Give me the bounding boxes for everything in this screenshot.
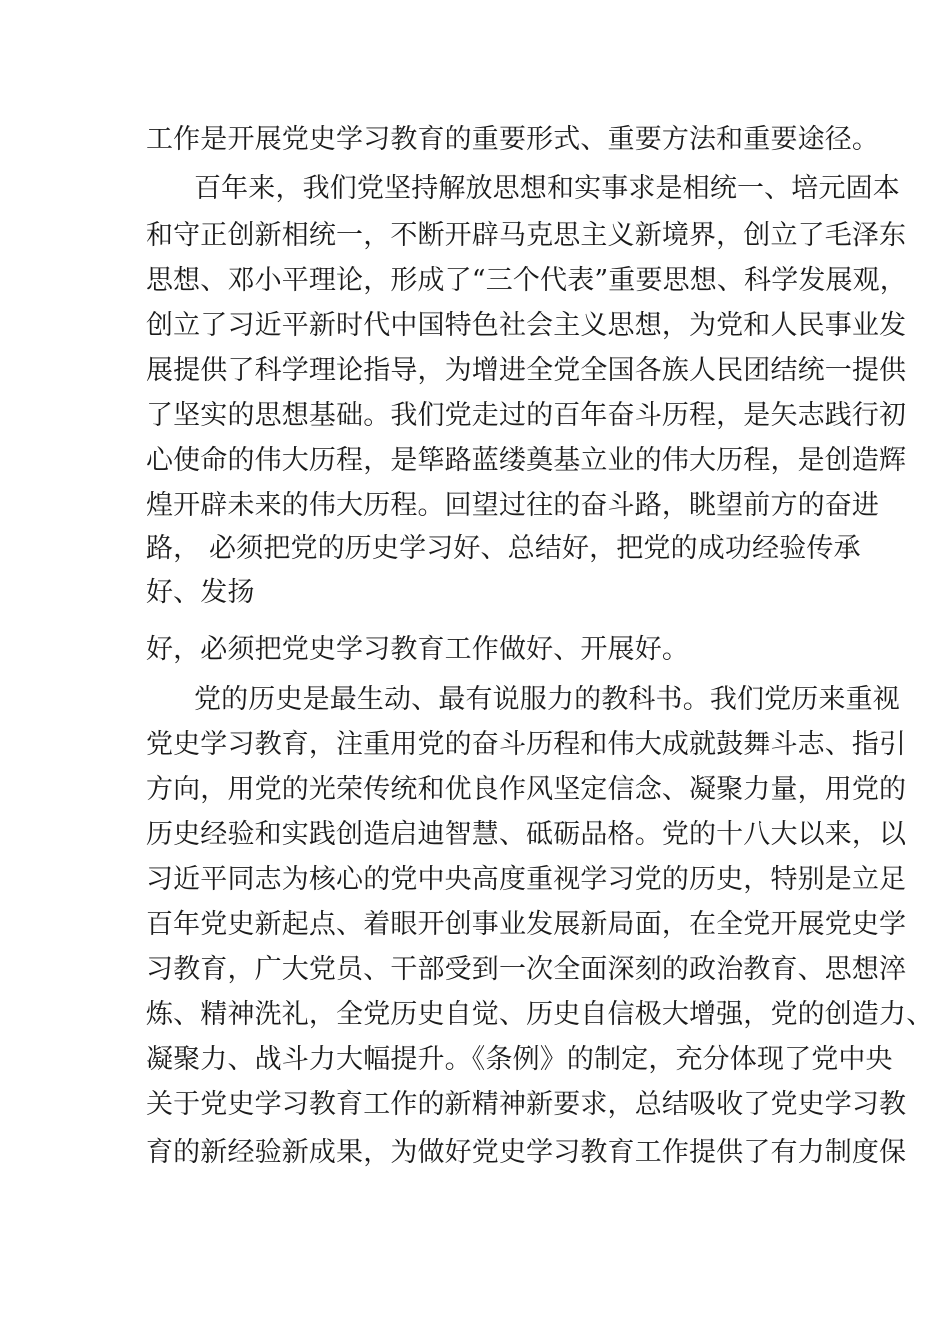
- text-line: 了坚实的思想基础。我们党走过的百年奋斗历程，是矢志践行初: [146, 400, 907, 431]
- text-line: 百年来，我们党坚持解放思想和实事求是相统一、培元固本: [194, 173, 900, 204]
- text-line: 好、发扬: [146, 577, 255, 608]
- text-line: 习教育，广大党员、干部受到一次全面深刻的政治教育、思想淬: [146, 954, 907, 985]
- text-line: 百年党史新起点、着眼开创事业发展新局面，在全党开展党史学: [146, 909, 907, 940]
- text-line: 展提供了科学理论指导，为增进全党全国各族人民团结统一提供: [146, 355, 907, 386]
- text-line: 和守正创新相统一，不断开辟马克思主义新境界，创立了毛泽东: [146, 220, 907, 251]
- text-line: 党的历史是最生动、最有说服力的教科书。我们党历来重视: [194, 684, 900, 715]
- text-line: 思想、邓小平理论，形成了“三个代表”重要思想、科学发展观，: [146, 265, 907, 296]
- text-line: 方向，用党的光荣传统和优良作风坚定信念、凝聚力量，用党的: [146, 774, 907, 805]
- text-line: 炼、精神洗礼，全党历史自觉、历史自信极大增强，党的创造力、: [146, 999, 934, 1030]
- text-line: 煌开辟未来的伟大历程。回望过往的奋斗路，眺望前方的奋进: [146, 490, 880, 521]
- text-line: 心使命的伟大历程，是筚路蓝缕奠基立业的伟大历程，是创造辉: [146, 445, 907, 476]
- text-line: 历史经验和实践创造启迪智慧、砥砺品格。党的十八大以来，以: [146, 819, 907, 850]
- text-line: 党史学习教育，注重用党的奋斗历程和伟大成就鼓舞斗志、指引: [146, 729, 907, 760]
- text-line: 育的新经验新成果，为做好党史学习教育工作提供了有力制度保: [146, 1137, 907, 1168]
- text-line: 关于党史学习教育工作的新精神新要求，总结吸收了党史学习教: [146, 1089, 907, 1120]
- text-line: 创立了习近平新时代中国特色社会主义思想，为党和人民事业发: [146, 310, 907, 341]
- text-line: 工作是开展党史学习教育的重要形式、重要方法和重要途径。: [146, 124, 880, 155]
- text-line: 凝聚力、战斗力大幅提升。《条例》的制定，充分体现了党中央: [146, 1044, 893, 1075]
- text-line: 习近平同志为核心的党中央高度重视学习党的历史，特别是立足: [146, 864, 907, 895]
- text-line: 路， 必须把党的历史学习好、总结好，把党的成功经验传承: [146, 533, 861, 564]
- text-line: 好，必须把党史学习教育工作做好、开展好。: [146, 634, 689, 665]
